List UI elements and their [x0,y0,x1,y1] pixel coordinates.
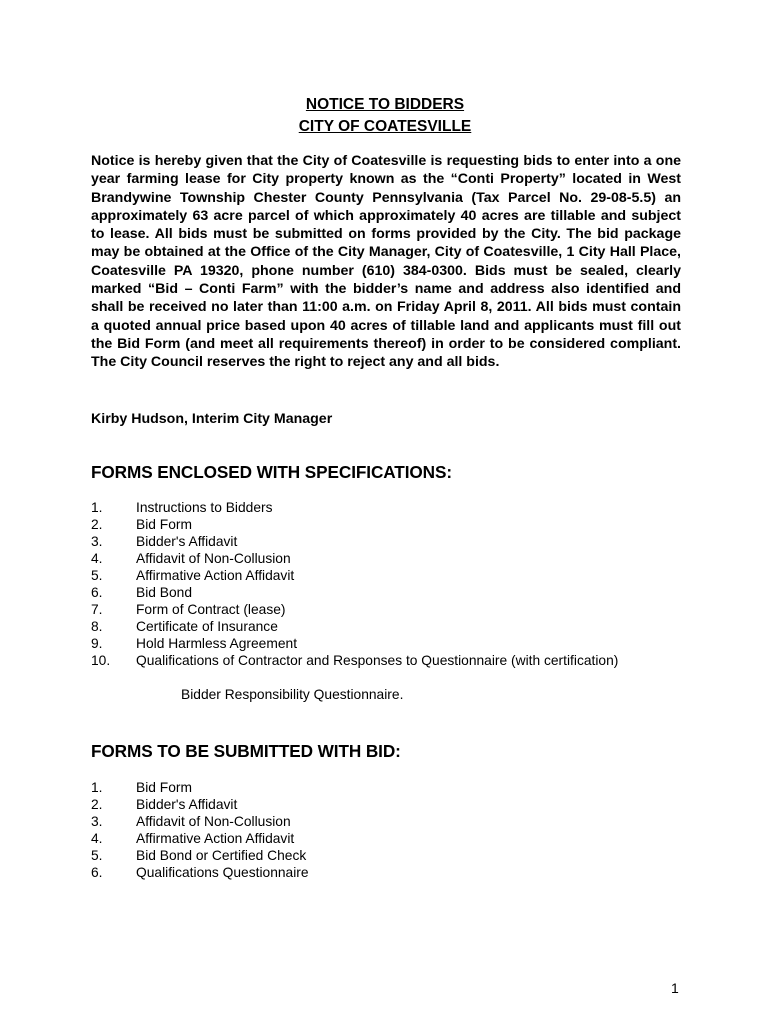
list-item-label: Affidavit of Non-Collusion [136,551,291,566]
list-item-label: Bid Bond or Certified Check [136,848,307,863]
list-item-label: Affidavit of Non-Collusion [136,814,291,829]
list-item-number: 9. [91,636,103,651]
page-number: 1 [671,980,679,996]
list-item-label: Affirmative Action Affidavit [136,831,295,846]
list-item-number: 1. [91,780,103,795]
list-item-number: 1. [91,500,103,515]
list-item-number: 7. [91,602,103,617]
list-item-number: 3. [91,814,103,829]
list-item-label: Qualifications Questionnaire [136,865,309,880]
list-item-label: Form of Contract (lease) [136,602,286,617]
list-item-number: 8. [91,619,103,634]
list-item-number: 2. [91,797,103,812]
forms-enclosed-heading: FORMS ENCLOSED WITH SPECIFICATIONS: [91,462,452,482]
list-item-label: Instructions to Bidders [136,500,273,515]
document-title: NOTICE TO BIDDERS [305,96,465,113]
list-item-number: 6. [91,585,103,600]
list-item-label: Bidder's Affidavit [136,534,238,549]
list-item-number: 10. [91,653,111,668]
signature-line: Kirby Hudson, Interim City Manager [91,411,333,427]
document-subtitle: CITY OF COATESVILLE [298,118,472,135]
list-item-label: Bid Form [136,517,192,532]
list-item-number: 6. [91,865,103,880]
list-item-number: 3. [91,534,103,549]
list-item-number: 4. [91,831,103,846]
questionnaire-note: Bidder Responsibility Questionnaire. [181,687,404,702]
list-item-label: Bid Bond [136,585,192,600]
notice-paragraph: Notice is hereby given that the City of Coatesville is requesting bids to enter into a one year farming lease for City property known as the “Conti Property” located in West Brandywine Township Chester County Pennsylvania (Tax Parcel No. 29-08-5.5) an approximately 63 acre parcel of which approximately 40 acres are tillable and subject to lease. All bids must be submitted on forms provided by the City. The bid package may be obtained at the Office of the City Manager, City of Coatesville, 1 City Hall Place, Coatesville PA 19320, phone number (610) 384-0300. Bids must be sealed, clearly marked “Bid – Conti Farm” with the bidder’s name and address also identified and shall be received no later than 11:00 a.m. on Friday April 8, 2011. All bids must contain a quoted annual price based upon 40 acres of tillable land and applicants must fill out the Bid Form (and meet all requirements thereof) in order to be considered compliant. The City Council reserves the right to reject any and all bids. [91,153,681,371]
list-item-label: Hold Harmless Agreement [136,636,298,651]
list-item-number: 5. [91,568,103,583]
list-item-label: Qualifications of Contractor and Responses to Questionnaire (with certification) [136,653,619,668]
list-item-label: Bidder's Affidavit [136,797,238,812]
list-item-label: Bid Form [136,780,192,795]
forms-submitted-heading: FORMS TO BE SUBMITTED WITH BID: [91,741,401,761]
list-item-label: Certificate of Insurance [136,619,278,634]
list-item-number: 5. [91,848,103,863]
list-item-number: 4. [91,551,103,566]
list-item-label: Affirmative Action Affidavit [136,568,295,583]
list-item-number: 2. [91,517,103,532]
